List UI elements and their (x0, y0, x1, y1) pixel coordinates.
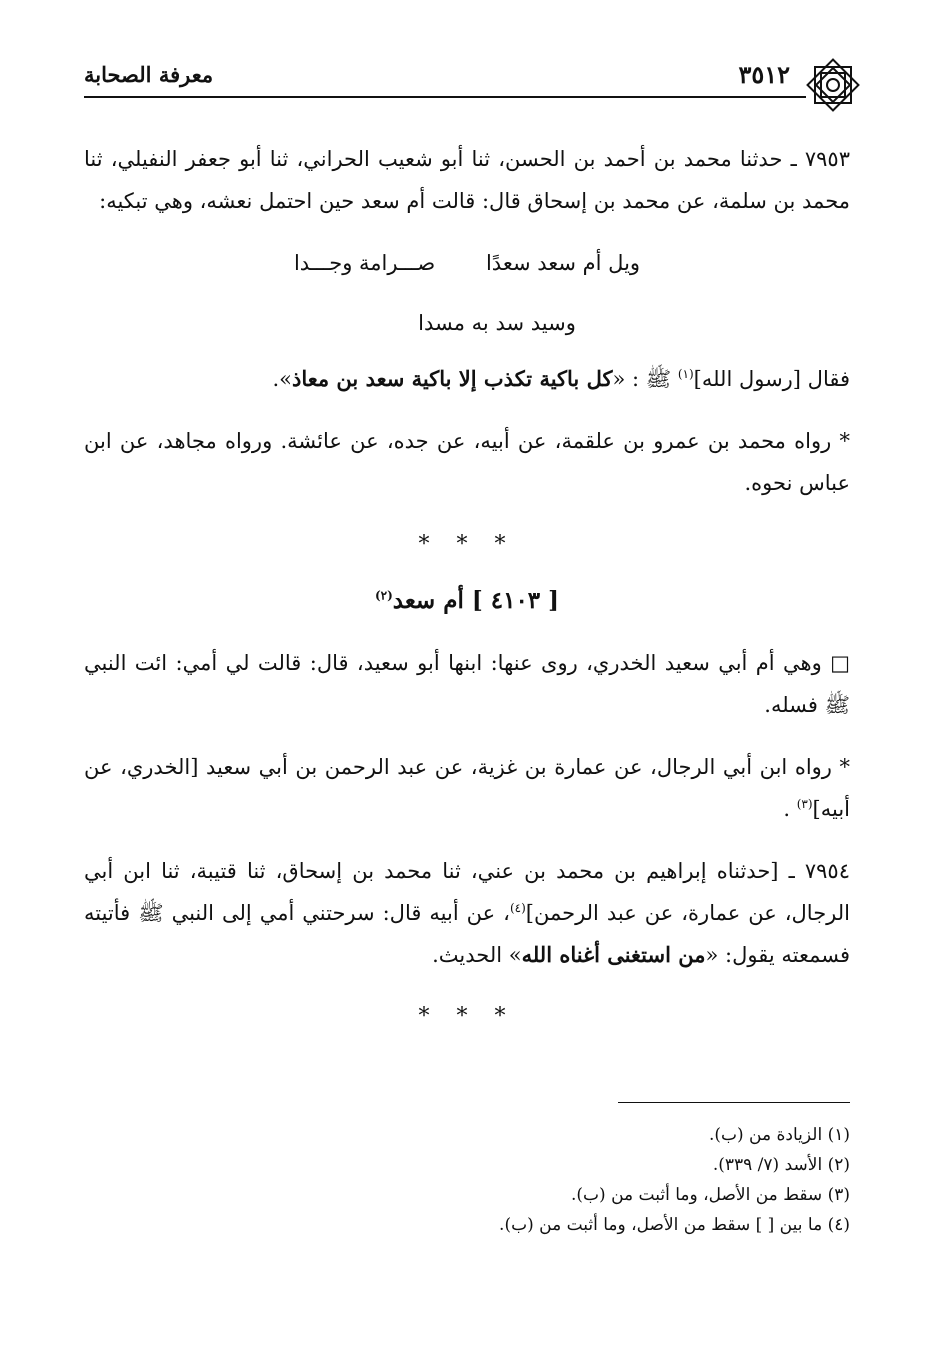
paragraph-hadith-7953: ٧٩٥٣ ـ حدثنا محمد بن أحمد بن الحسن، ثنا أبو شعيب الحراني، ثنا أبو جعفر النفيلي، ثنا محمد بن سلمة، عن محمد بن إسحاق قال: قالت أم سعد حين احتمل نعشه، وهي تبكيه: (84, 147, 850, 213)
islamic-star-ornament-icon (804, 56, 862, 114)
footnotes (84, 1120, 850, 1240)
hadith-7954-chain: ٧٩٥٤ ـ [حدثناه إبراهيم بن محمد بن عني، ثنا محمد بن إسحاق، ثنا قتيبة، ثنا ابن أبي الرجال، عن عمارة، عن عبد الرحمن] (84, 859, 850, 925)
header-rule (84, 96, 806, 98)
book-page (84, 40, 850, 1320)
footnote-ref-3: (٣) (796, 797, 813, 811)
verse-hemistich-2: صـــرامة وجـــدا (293, 251, 436, 275)
entry-heading-text: [ ٤١٠٣ ] أم سعد (392, 587, 560, 614)
paragraph-narration-2 (84, 746, 850, 830)
footnote-1: (١) الزيادة من (ب). (708, 1125, 850, 1145)
entry-heading (84, 580, 850, 622)
narration-2-text: * رواه ابن أبي الرجال، عن عمارة بن غزية، عن عبد الرحمن بن أبي سعيد [الخدري، عن أبيه] (84, 755, 850, 821)
narration-2-end: . (783, 797, 797, 821)
saying-end: ». (272, 367, 292, 391)
hadith-7954-end: » الحديث. (432, 943, 522, 967)
paragraph-prophet-saying (84, 358, 850, 400)
page-number: ٣٥١٢ (738, 60, 790, 89)
paragraph-entry-bio: □ وهي أم أبي سعيد الخدري، روى عنها: ابنها أبو سعيد، قال: قالت لي أمي: ائت النبي ﷺ فسله. (84, 651, 850, 717)
hadith-7954-mid: ، عن أبيه قال: سرحتني أمي إلى النبي ﷺ فأتيته فسمعته يقول: « (84, 901, 850, 967)
saying-mid: ﷺ : « (612, 367, 678, 391)
section-divider-stars-2: * * * (418, 1004, 516, 1029)
saying-bold: كل باكية تكذب إلا باكية سعد بن معاذ (291, 366, 613, 391)
verse-hemistich-1: ويل أم سعد سعدًا (485, 251, 641, 275)
saying-intro: فقال [رسول الله] (693, 367, 850, 391)
poem-verse-2: وسيد سد به مسدا (418, 311, 576, 335)
main-text (84, 138, 850, 1052)
footnote-2: (٢) الأسد (٧/ ٣٣٩). (712, 1155, 850, 1175)
poem-verse-1 (84, 242, 850, 284)
footnote-ref-1: (١) (677, 367, 694, 381)
footnote-4: (٤) ما بين [ ] سقط من الأصل، وما أثبت من (ب). (499, 1215, 850, 1235)
footnote-separator (618, 1102, 850, 1103)
footnote-ref-4: (٤) (509, 901, 526, 915)
section-divider-stars: * * * (418, 532, 516, 557)
paragraph-hadith-7954 (84, 850, 850, 976)
footnote-3: (٣) سقط من الأصل، وما أثبت من (ب). (571, 1185, 850, 1205)
book-title: معرفة الصحابة (84, 62, 214, 87)
page-header (84, 58, 850, 98)
paragraph-narration-note: * رواه محمد بن عمرو بن علقمة، عن أبيه، عن جده، عن عائشة. ورواه مجاهد، عن ابن عباس نحوه. (84, 429, 850, 495)
hadith-7954-bold: من استغنى أغناه الله (521, 942, 706, 967)
footnote-ref-2: (٢) (374, 588, 393, 603)
